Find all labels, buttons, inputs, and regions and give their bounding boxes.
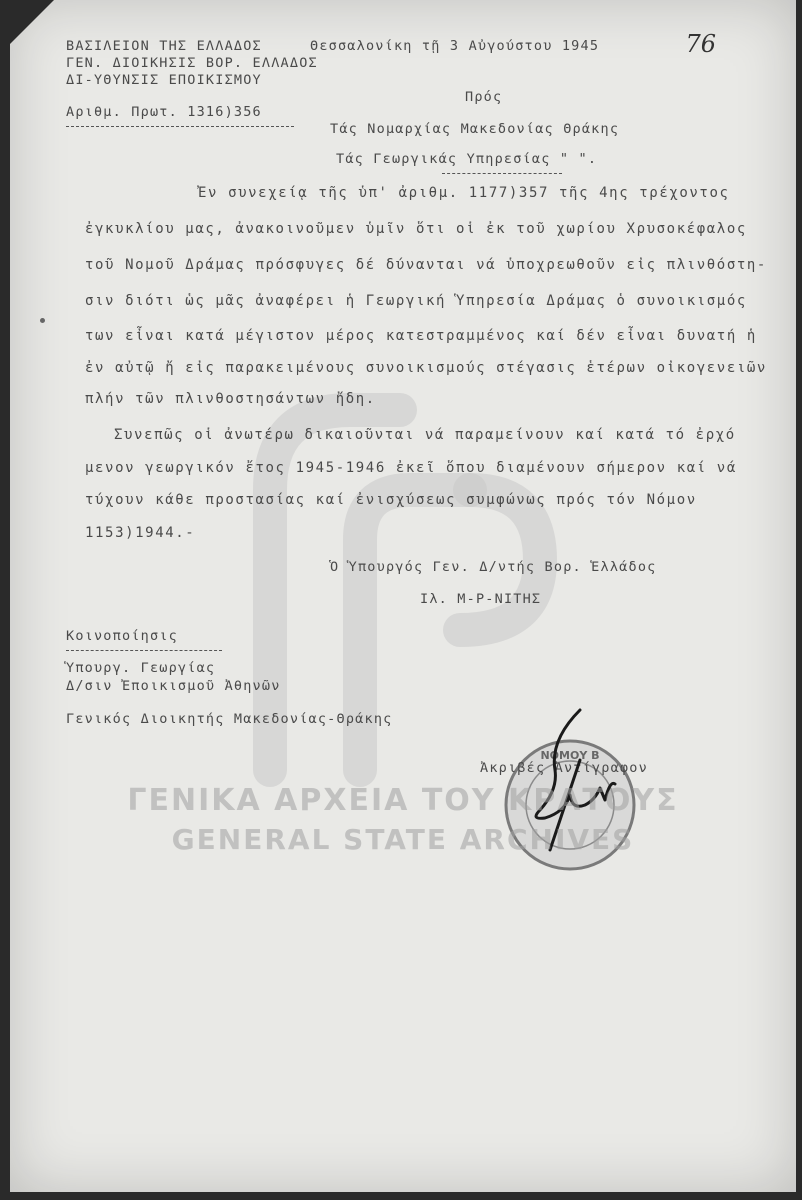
body-line-1: Ἐν συνεχείᾳ τῆς ὑπ' ἀριθμ. 1177)357 τῆς 4ης τρέχοντος <box>198 185 730 201</box>
folded-corner <box>10 0 54 44</box>
header-rule <box>66 126 294 127</box>
recipient-line-1: Τάς Νομαρχίας Μακεδονίας Θράκης <box>330 121 620 137</box>
header-line-3: ΔΙ-ΥΘΥΝΣΙΣ ΕΠΟΙΚΙΣΜΟΥ <box>66 72 262 88</box>
recipient-line-2: Τάς Γεωργικάς Υπηρεσίας " ". <box>336 151 598 167</box>
body-line-5: των εἶναι κατά μέγιστον μέρος κατεστραμμένος καί δέν εἶναι δυνατή ἡ <box>85 328 757 344</box>
closing-note: Ἀκριβές Ἀντίγραφον <box>480 760 648 776</box>
body-line-8: Συνεπῶς οἱ ἀνωτέρω δικαιοῦνται νά παραμείνουν καί κατά τό ἐρχό <box>114 427 736 443</box>
header-line-2: ΓΕΝ. ΔΙΟΙΚΗΣΙΣ ΒΟΡ. ΕΛΛΑΔΟΣ <box>66 55 318 71</box>
recipients-pros: Πρός <box>465 89 503 105</box>
body-line-11: 1153)1944.- <box>85 525 196 541</box>
stamp-text: ΝΟΜΟΥ Β <box>540 749 600 762</box>
header-line-1: ΒΑΣΙΛΕΙΟΝ ΤΗΣ ΕΛΛΑΔΟΣ <box>66 38 262 54</box>
page-number: 76 <box>685 30 716 58</box>
signatory-title: Ὁ Ὑπουργός Γεν. Δ/ντής Βορ. Ἑλλάδος <box>330 559 657 575</box>
margin-mark <box>40 318 45 323</box>
recipient-underline <box>442 173 562 174</box>
date-line: Θεσσαλονίκη τῇ 3 Αὐγούστου 1945 <box>310 38 600 54</box>
cc-line-2: Δ/σιν Ἐποικισμοῦ Ἀθηνῶν <box>66 678 281 694</box>
document-sheet <box>10 0 796 1192</box>
body-line-3: τοῦ Νομοῦ Δράμας πρόσφυγες δέ δύνανται νά ὑποχρεωθοῦν εἰς πλινθόστη- <box>85 257 767 273</box>
signatory-name: Ιλ. Μ-Ρ-ΝΙΤΗΣ <box>420 591 542 607</box>
cc-line-3: Γενικός Διοικητής Μακεδονίας-Θράκης <box>66 711 393 727</box>
watermark-english: GENERAL STATE ARCHIVES <box>171 823 635 856</box>
body-line-6: ἐν αὐτῷ ἤ εἰς παρακειμένους συνοικισμούς στέγασις ἑτέρων οἰκογενειῶν <box>85 360 767 376</box>
protocol-number: Αριθμ. Πρωτ. 1316)356 <box>66 104 262 120</box>
body-line-2: ἐγκυκλίου μας, ἀνακοινοῦμεν ὑμῖν ὅτι οἱ ἐκ τοῦ χωρίου Χρυσοκέφαλος <box>85 221 747 237</box>
body-line-4: σιν διότι ὡς μᾶς ἀναφέρει ἡ Γεωργική Ὑπηρεσία Δράμας ὁ συνοικισμός <box>85 293 747 309</box>
cc-heading: Κοινοποίησις <box>66 628 178 644</box>
cc-underline <box>66 650 222 651</box>
watermark-greek: ΓΕΝΙΚΑ ΑΡΧΕΙΑ ΤΟΥ ΚΡΑΤΟΥΣ <box>127 783 679 818</box>
body-line-10: τύχουν κάθε προστασίας καί ἐνισχύσεως συμφώνως πρός τόν Νόμον <box>85 492 697 508</box>
body-line-9: μενον γεωργικόν ἔτος 1945-1946 ἐκεῖ ὅπου διαμένουν σήμερον καί νά <box>85 460 737 476</box>
body-line-7: πλήν τῶν πλινθοστησάντων ἤδη. <box>85 391 376 407</box>
cc-line-1: Ὑπουργ. Γεωργίας <box>66 660 216 676</box>
